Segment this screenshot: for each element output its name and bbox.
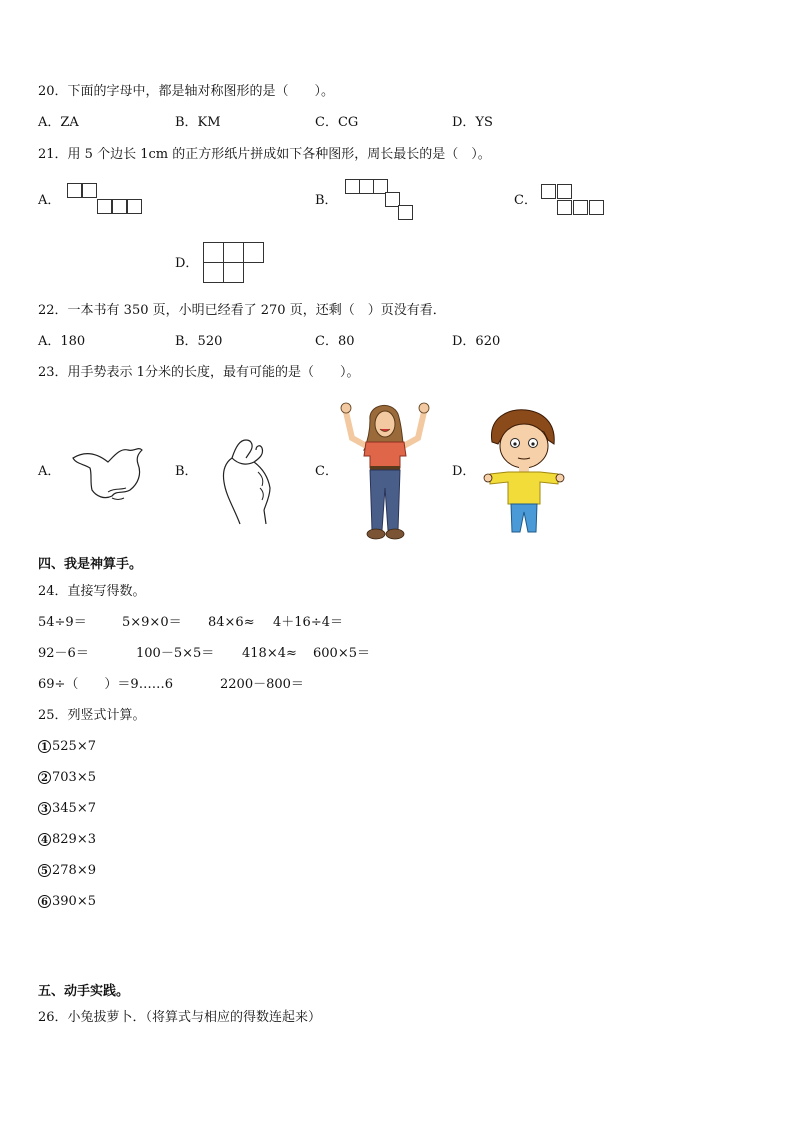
q21-figure-a [67, 183, 149, 217]
q25-item-2: 2 703×5 [38, 770, 96, 786]
q23-label-b: B． [175, 464, 198, 479]
q22-option-b: B．520 [175, 334, 223, 349]
pinch-hand-icon [218, 436, 276, 526]
circled-number-6: 6 [38, 895, 51, 908]
q21-figure-d [203, 242, 267, 284]
q24-r1-c2: 5×9×0＝ [122, 615, 182, 630]
q24-r1-c3: 84×6≈ [208, 615, 255, 630]
q24-r2-c1: 92－6＝ [38, 646, 89, 661]
q24-r3-c2: 2200－800＝ [220, 677, 304, 692]
circled-number-4: 4 [38, 833, 51, 846]
hand-shadow-dove-icon [68, 440, 158, 502]
q25-stem: 25．列竖式计算。 [38, 708, 146, 723]
q20-option-c: C．CG [315, 115, 359, 130]
q21-figure-c [541, 184, 609, 218]
q25-item-1: 1 525×7 [38, 739, 96, 755]
q20-option-a: A．ZA [38, 115, 79, 130]
q24-r2-c3: 418×4≈ [242, 646, 297, 661]
circled-number-2: 2 [38, 771, 51, 784]
q25-item-5: 5 278×9 [38, 863, 96, 879]
woman-arms-raised-illustration [340, 398, 430, 546]
q21-label-a: A． [38, 193, 61, 208]
q21-label-d: D． [175, 256, 199, 271]
boy-arms-spread-illustration [484, 408, 564, 534]
q22-option-a: A．180 [38, 334, 86, 349]
q24-r1-c1: 54÷9＝ [38, 615, 87, 630]
q23-label-a: A． [38, 464, 61, 479]
q20-option-b: B．KM [175, 115, 221, 130]
section-4-title: 四、我是神算手。 [38, 557, 143, 572]
q23-stem: 23．用手势表示 1分米的长度，最有可能的是（ ）。 [38, 365, 360, 380]
q23-label-d: D． [452, 464, 476, 479]
q22-stem: 22．一本书有 350 页，小明已经看了 270 页，还剩（ ）页没有看． [38, 303, 446, 318]
q20-stem: 20．下面的字母中，都是轴对称图形的是（ ）。 [38, 84, 335, 99]
circled-number-1: 1 [38, 740, 51, 753]
q25-item-6: 6 390×5 [38, 894, 96, 910]
q23-label-c: C． [315, 464, 338, 479]
q22-option-d: D．620 [452, 334, 501, 349]
q24-r2-c2: 100－5×5＝ [136, 646, 215, 661]
q24-r3-c1: 69÷（ ）＝9……6 [38, 677, 173, 692]
circled-number-3: 3 [38, 802, 51, 815]
q25-item-4: 4 829×3 [38, 832, 96, 848]
q24-r2-c4: 600×5＝ [313, 646, 370, 661]
q21-label-b: B． [315, 193, 338, 208]
circled-number-5: 5 [38, 864, 51, 877]
q20-option-d: D．YS [452, 115, 493, 130]
q22-option-c: C．80 [315, 334, 355, 349]
q21-figure-b [345, 179, 415, 221]
q24-r1-c4: 4＋16÷4＝ [273, 615, 343, 630]
q25-item-3: 3 345×7 [38, 801, 96, 817]
q26-stem: 26．小兔拔萝卜．（将算式与相应的得数连起来） [38, 1010, 322, 1025]
q21-stem: 21．用 5 个边长 1cm 的正方形纸片拼成如下各种图形，周长最长的是（ ）。 [38, 147, 491, 162]
q21-label-c: C． [514, 193, 537, 208]
q24-stem: 24．直接写得数。 [38, 584, 146, 599]
section-5-title: 五、动手实践。 [38, 984, 130, 999]
